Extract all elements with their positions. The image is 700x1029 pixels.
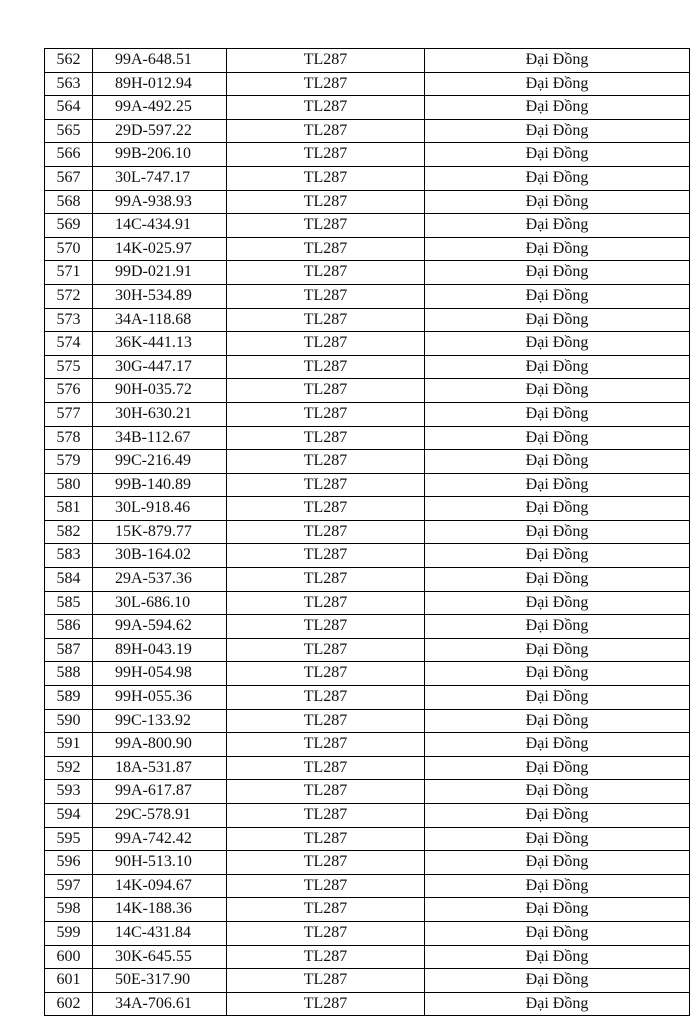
table-row <box>45 733 690 757</box>
route-cell: TL287 <box>227 804 425 828</box>
location-cell: Đại Đồng <box>425 190 690 214</box>
row-number-cell: 571 <box>45 261 93 285</box>
row-number-cell: 568 <box>45 190 93 214</box>
table-row <box>45 591 690 615</box>
route-cell: TL287 <box>227 355 425 379</box>
table-row <box>45 615 690 639</box>
location-cell: Đại Đồng <box>425 214 690 238</box>
row-number-cell: 596 <box>45 851 93 875</box>
row-number-cell: 577 <box>45 402 93 426</box>
plate-number-cell: 29A-537.36 <box>93 568 227 592</box>
row-number-cell: 580 <box>45 473 93 497</box>
location-cell: Đại Đồng <box>425 72 690 96</box>
row-number-cell: 563 <box>45 72 93 96</box>
route-cell: TL287 <box>227 379 425 403</box>
table-row <box>45 709 690 733</box>
route-cell: TL287 <box>227 992 425 1016</box>
row-number-cell: 573 <box>45 308 93 332</box>
location-cell: Đại Đồng <box>425 662 690 686</box>
plate-number-cell: 99H-054.98 <box>93 662 227 686</box>
row-number-cell: 582 <box>45 520 93 544</box>
location-cell: Đại Đồng <box>425 544 690 568</box>
location-cell: Đại Đồng <box>425 49 690 73</box>
row-number-cell: 598 <box>45 898 93 922</box>
location-cell: Đại Đồng <box>425 355 690 379</box>
route-cell: TL287 <box>227 520 425 544</box>
row-number-cell: 599 <box>45 921 93 945</box>
row-number-cell: 581 <box>45 497 93 521</box>
plate-number-cell: 14C-434.91 <box>93 214 227 238</box>
row-number-cell: 579 <box>45 450 93 474</box>
location-cell: Đại Đồng <box>425 379 690 403</box>
plate-number-cell: 89H-043.19 <box>93 638 227 662</box>
route-cell: TL287 <box>227 96 425 120</box>
table-row <box>45 898 690 922</box>
row-number-cell: 569 <box>45 214 93 238</box>
location-cell: Đại Đồng <box>425 143 690 167</box>
table-row <box>45 214 690 238</box>
location-cell: Đại Đồng <box>425 119 690 143</box>
plate-number-cell: 99H-055.36 <box>93 686 227 710</box>
route-cell: TL287 <box>227 119 425 143</box>
table-row <box>45 520 690 544</box>
table-row <box>45 568 690 592</box>
table-row <box>45 804 690 828</box>
route-cell: TL287 <box>227 756 425 780</box>
table-row <box>45 969 690 993</box>
route-cell: TL287 <box>227 497 425 521</box>
row-number-cell: 587 <box>45 638 93 662</box>
row-number-cell: 565 <box>45 119 93 143</box>
row-number-cell: 601 <box>45 969 93 993</box>
route-cell: TL287 <box>227 874 425 898</box>
row-number-cell: 589 <box>45 686 93 710</box>
table-row <box>45 544 690 568</box>
route-cell: TL287 <box>227 591 425 615</box>
plate-number-cell: 99A-617.87 <box>93 780 227 804</box>
location-cell: Đại Đồng <box>425 568 690 592</box>
row-number-cell: 588 <box>45 662 93 686</box>
plate-number-cell: 30L-747.17 <box>93 166 227 190</box>
row-number-cell: 576 <box>45 379 93 403</box>
plate-number-cell: 89H-012.94 <box>93 72 227 96</box>
table-row <box>45 992 690 1016</box>
route-cell: TL287 <box>227 166 425 190</box>
row-number-cell: 575 <box>45 355 93 379</box>
location-cell: Đại Đồng <box>425 709 690 733</box>
location-cell: Đại Đồng <box>425 591 690 615</box>
location-cell: Đại Đồng <box>425 332 690 356</box>
plate-number-cell: 50E-317.90 <box>93 969 227 993</box>
row-number-cell: 578 <box>45 426 93 450</box>
table-row <box>45 426 690 450</box>
route-cell: TL287 <box>227 709 425 733</box>
location-cell: Đại Đồng <box>425 615 690 639</box>
plate-number-cell: 99B-206.10 <box>93 143 227 167</box>
row-number-cell: 583 <box>45 544 93 568</box>
table-row <box>45 874 690 898</box>
row-number-cell: 594 <box>45 804 93 828</box>
location-cell: Đại Đồng <box>425 96 690 120</box>
table-row <box>45 355 690 379</box>
route-cell: TL287 <box>227 568 425 592</box>
row-number-cell: 567 <box>45 166 93 190</box>
location-cell: Đại Đồng <box>425 898 690 922</box>
row-number-cell: 600 <box>45 945 93 969</box>
location-cell: Đại Đồng <box>425 733 690 757</box>
route-cell: TL287 <box>227 237 425 261</box>
plate-number-cell: 30G-447.17 <box>93 355 227 379</box>
plate-number-cell: 30K-645.55 <box>93 945 227 969</box>
table-row <box>45 851 690 875</box>
table-row <box>45 473 690 497</box>
location-cell: Đại Đồng <box>425 402 690 426</box>
route-cell: TL287 <box>227 733 425 757</box>
route-cell: TL287 <box>227 426 425 450</box>
route-cell: TL287 <box>227 308 425 332</box>
row-number-cell: 597 <box>45 874 93 898</box>
row-number-cell: 591 <box>45 733 93 757</box>
plate-number-cell: 14K-094.67 <box>93 874 227 898</box>
table-row <box>45 332 690 356</box>
route-cell: TL287 <box>227 686 425 710</box>
location-cell: Đại Đồng <box>425 426 690 450</box>
location-cell: Đại Đồng <box>425 851 690 875</box>
table-row <box>45 190 690 214</box>
row-number-cell: 586 <box>45 615 93 639</box>
row-number-cell: 585 <box>45 591 93 615</box>
location-cell: Đại Đồng <box>425 520 690 544</box>
table-row <box>45 119 690 143</box>
route-cell: TL287 <box>227 402 425 426</box>
location-cell: Đại Đồng <box>425 945 690 969</box>
route-cell: TL287 <box>227 284 425 308</box>
plate-number-cell: 34A-706.61 <box>93 992 227 1016</box>
plate-number-cell: 99A-492.25 <box>93 96 227 120</box>
plate-number-cell: 15K-879.77 <box>93 520 227 544</box>
location-cell: Đại Đồng <box>425 497 690 521</box>
route-cell: TL287 <box>227 780 425 804</box>
row-number-cell: 564 <box>45 96 93 120</box>
route-cell: TL287 <box>227 921 425 945</box>
location-cell: Đại Đồng <box>425 804 690 828</box>
table-row <box>45 284 690 308</box>
table-row <box>45 166 690 190</box>
table-row <box>45 780 690 804</box>
location-cell: Đại Đồng <box>425 756 690 780</box>
table-row <box>45 450 690 474</box>
route-cell: TL287 <box>227 450 425 474</box>
plate-number-cell: 30B-164.02 <box>93 544 227 568</box>
plate-number-cell: 99A-742.42 <box>93 827 227 851</box>
vehicle-list-table <box>44 48 690 1016</box>
row-number-cell: 572 <box>45 284 93 308</box>
location-cell: Đại Đồng <box>425 308 690 332</box>
row-number-cell: 562 <box>45 49 93 73</box>
route-cell: TL287 <box>227 49 425 73</box>
route-cell: TL287 <box>227 214 425 238</box>
plate-number-cell: 14K-025.97 <box>93 237 227 261</box>
location-cell: Đại Đồng <box>425 874 690 898</box>
route-cell: TL287 <box>227 332 425 356</box>
table-row <box>45 686 690 710</box>
plate-number-cell: 99B-140.89 <box>93 473 227 497</box>
table-row <box>45 827 690 851</box>
location-cell: Đại Đồng <box>425 969 690 993</box>
row-number-cell: 566 <box>45 143 93 167</box>
plate-number-cell: 99A-648.51 <box>93 49 227 73</box>
plate-number-cell: 30L-686.10 <box>93 591 227 615</box>
row-number-cell: 570 <box>45 237 93 261</box>
table-row <box>45 308 690 332</box>
location-cell: Đại Đồng <box>425 166 690 190</box>
table-row <box>45 49 690 73</box>
plate-number-cell: 30L-918.46 <box>93 497 227 521</box>
plate-number-cell: 18A-531.87 <box>93 756 227 780</box>
route-cell: TL287 <box>227 662 425 686</box>
table-row <box>45 72 690 96</box>
table-row <box>45 756 690 780</box>
table-row <box>45 921 690 945</box>
table-row <box>45 945 690 969</box>
plate-number-cell: 36K-441.13 <box>93 332 227 356</box>
location-cell: Đại Đồng <box>425 827 690 851</box>
plate-number-cell: 99A-938.93 <box>93 190 227 214</box>
table-row <box>45 497 690 521</box>
row-number-cell: 590 <box>45 709 93 733</box>
table-row <box>45 96 690 120</box>
plate-number-cell: 99D-021.91 <box>93 261 227 285</box>
location-cell: Đại Đồng <box>425 473 690 497</box>
route-cell: TL287 <box>227 898 425 922</box>
plate-number-cell: 99C-216.49 <box>93 450 227 474</box>
table-row <box>45 143 690 167</box>
table-row <box>45 237 690 261</box>
route-cell: TL287 <box>227 544 425 568</box>
route-cell: TL287 <box>227 638 425 662</box>
plate-number-cell: 14C-431.84 <box>93 921 227 945</box>
location-cell: Đại Đồng <box>425 921 690 945</box>
table-body <box>45 49 690 1016</box>
row-number-cell: 593 <box>45 780 93 804</box>
route-cell: TL287 <box>227 143 425 167</box>
plate-number-cell: 99C-133.92 <box>93 709 227 733</box>
row-number-cell: 584 <box>45 568 93 592</box>
location-cell: Đại Đồng <box>425 450 690 474</box>
row-number-cell: 595 <box>45 827 93 851</box>
plate-number-cell: 99A-800.90 <box>93 733 227 757</box>
route-cell: TL287 <box>227 190 425 214</box>
table-row <box>45 261 690 285</box>
route-cell: TL287 <box>227 473 425 497</box>
route-cell: TL287 <box>227 969 425 993</box>
row-number-cell: 602 <box>45 992 93 1016</box>
location-cell: Đại Đồng <box>425 780 690 804</box>
route-cell: TL287 <box>227 261 425 285</box>
table-row <box>45 662 690 686</box>
table-row <box>45 379 690 403</box>
route-cell: TL287 <box>227 827 425 851</box>
plate-number-cell: 90H-513.10 <box>93 851 227 875</box>
row-number-cell: 592 <box>45 756 93 780</box>
route-cell: TL287 <box>227 945 425 969</box>
plate-number-cell: 29C-578.91 <box>93 804 227 828</box>
location-cell: Đại Đồng <box>425 992 690 1016</box>
plate-number-cell: 90H-035.72 <box>93 379 227 403</box>
route-cell: TL287 <box>227 615 425 639</box>
route-cell: TL287 <box>227 72 425 96</box>
table-row <box>45 402 690 426</box>
table-row <box>45 638 690 662</box>
plate-number-cell: 34B-112.67 <box>93 426 227 450</box>
location-cell: Đại Đồng <box>425 237 690 261</box>
plate-number-cell: 30H-630.21 <box>93 402 227 426</box>
location-cell: Đại Đồng <box>425 261 690 285</box>
plate-number-cell: 14K-188.36 <box>93 898 227 922</box>
plate-number-cell: 34A-118.68 <box>93 308 227 332</box>
plate-number-cell: 99A-594.62 <box>93 615 227 639</box>
location-cell: Đại Đồng <box>425 284 690 308</box>
route-cell: TL287 <box>227 851 425 875</box>
location-cell: Đại Đồng <box>425 686 690 710</box>
row-number-cell: 574 <box>45 332 93 356</box>
location-cell: Đại Đồng <box>425 638 690 662</box>
plate-number-cell: 29D-597.22 <box>93 119 227 143</box>
plate-number-cell: 30H-534.89 <box>93 284 227 308</box>
